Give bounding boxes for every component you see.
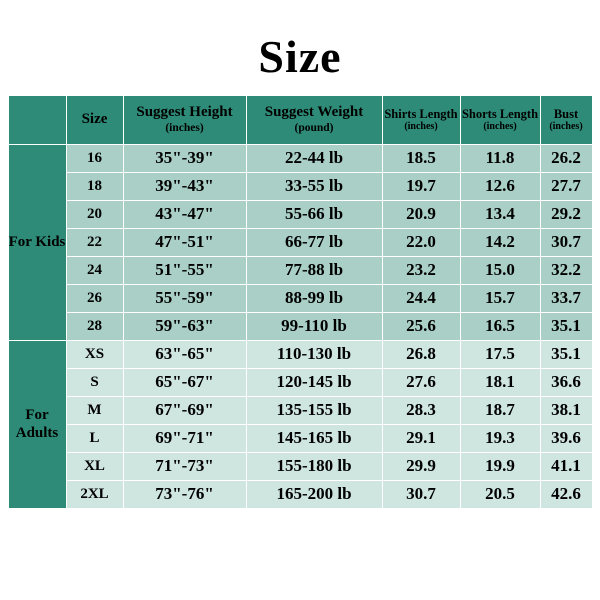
cell-size: 20: [66, 200, 123, 228]
cell-bust: 29.2: [540, 200, 592, 228]
cell-size: 2XL: [66, 480, 123, 508]
table-row: [8, 480, 592, 508]
cell-bust: 39.6: [540, 424, 592, 452]
cell-shirt-length: 30.7: [382, 480, 460, 508]
cell-shirt-length: 24.4: [382, 284, 460, 312]
cell-shirt-length: 22.0: [382, 228, 460, 256]
table-row: [8, 452, 592, 480]
table-row: [8, 312, 592, 340]
cell-shorts-length: 15.7: [460, 284, 540, 312]
cell-shirt-length: 18.5: [382, 144, 460, 172]
cell-size: 26: [66, 284, 123, 312]
cell-height: 35"-39": [123, 144, 246, 172]
header-sub-4: (inches): [404, 121, 438, 133]
page-title: Size: [258, 31, 342, 82]
cell-size: 18: [66, 172, 123, 200]
header-sub-6: (inches): [549, 121, 583, 133]
header-main-2: Suggest Height: [136, 104, 233, 121]
cell-height: 59"-63": [123, 312, 246, 340]
cell-weight: 155-180 lb: [246, 452, 382, 480]
cell-shorts-length: 11.8: [460, 144, 540, 172]
cell-weight: 66-77 lb: [246, 228, 382, 256]
table-row: [8, 172, 592, 200]
cell-shirt-length: 27.6: [382, 368, 460, 396]
header-cell-suggest-weight: [246, 95, 382, 144]
cell-weight: 22-44 lb: [246, 144, 382, 172]
cell-weight: 165-200 lb: [246, 480, 382, 508]
table-row: [8, 228, 592, 256]
cell-size: M: [66, 396, 123, 424]
cell-weight: 88-99 lb: [246, 284, 382, 312]
cell-shirt-length: 23.2: [382, 256, 460, 284]
table-row: [8, 368, 592, 396]
group-label-kids: For Kids: [8, 144, 66, 340]
cell-bust: 41.1: [540, 452, 592, 480]
cell-size: 16: [66, 144, 123, 172]
cell-size: 24: [66, 256, 123, 284]
header-cell-suggest-height: [123, 95, 246, 144]
cell-shorts-length: 19.9: [460, 452, 540, 480]
table-row: [8, 340, 592, 368]
cell-weight: 55-66 lb: [246, 200, 382, 228]
cell-bust: 36.6: [540, 368, 592, 396]
cell-weight: 33-55 lb: [246, 172, 382, 200]
cell-shirt-length: 25.6: [382, 312, 460, 340]
header-main-3: Suggest Weight: [264, 104, 364, 121]
cell-shorts-length: 15.0: [460, 256, 540, 284]
cell-size: XL: [66, 452, 123, 480]
cell-size: XS: [66, 340, 123, 368]
cell-shorts-length: 12.6: [460, 172, 540, 200]
cell-shirt-length: 20.9: [382, 200, 460, 228]
cell-shorts-length: 17.5: [460, 340, 540, 368]
cell-bust: 30.7: [540, 228, 592, 256]
table-row: [8, 396, 592, 424]
cell-bust: 32.2: [540, 256, 592, 284]
table-row: [8, 200, 592, 228]
cell-shorts-length: 20.5: [460, 480, 540, 508]
cell-weight: 145-165 lb: [246, 424, 382, 452]
cell-height: 47"-51": [123, 228, 246, 256]
cell-size: 28: [66, 312, 123, 340]
cell-size: S: [66, 368, 123, 396]
cell-height: 63"-65": [123, 340, 246, 368]
cell-shirt-length: 29.9: [382, 452, 460, 480]
table-row: [8, 144, 592, 172]
cell-weight: 135-155 lb: [246, 396, 382, 424]
cell-height: 43"-47": [123, 200, 246, 228]
cell-height: 67"-69": [123, 396, 246, 424]
header-main-4: Shirts Length: [384, 106, 458, 121]
table-header-row: [8, 95, 592, 144]
cell-shorts-length: 18.7: [460, 396, 540, 424]
cell-weight: 110-130 lb: [246, 340, 382, 368]
header-cell-shirts-length: [382, 95, 460, 144]
cell-shirt-length: 29.1: [382, 424, 460, 452]
header-sub-3: (pound): [294, 121, 334, 134]
header-main-1: Size: [81, 110, 108, 127]
cell-bust: 42.6: [540, 480, 592, 508]
cell-size: L: [66, 424, 123, 452]
group-label-adults: For Adults: [8, 340, 66, 508]
cell-bust: 33.7: [540, 284, 592, 312]
cell-height: 69"-71": [123, 424, 246, 452]
cell-bust: 27.7: [540, 172, 592, 200]
cell-shirt-length: 26.8: [382, 340, 460, 368]
cell-height: 73"-76": [123, 480, 246, 508]
cell-bust: 38.1: [540, 396, 592, 424]
cell-shirt-length: 19.7: [382, 172, 460, 200]
header-sub-5: (inches): [483, 121, 517, 133]
cell-height: 55"-59": [123, 284, 246, 312]
cell-height: 51"-55": [123, 256, 246, 284]
header-cell-bust: [540, 95, 592, 144]
table-row: [8, 424, 592, 452]
size-chart-table: [8, 95, 593, 509]
cell-shorts-length: 16.5: [460, 312, 540, 340]
table-row: [8, 284, 592, 312]
cell-weight: 99-110 lb: [246, 312, 382, 340]
header-main-5: Shorts Length: [461, 106, 539, 121]
cell-height: 71"-73": [123, 452, 246, 480]
cell-bust: 35.1: [540, 312, 592, 340]
cell-shorts-length: 13.4: [460, 200, 540, 228]
table-row: [8, 256, 592, 284]
header-main-6: Bust: [553, 106, 579, 121]
cell-shorts-length: 18.1: [460, 368, 540, 396]
cell-weight: 120-145 lb: [246, 368, 382, 396]
header-cell-group: [8, 95, 66, 144]
cell-height: 39"-43": [123, 172, 246, 200]
header-cell-shorts-length: [460, 95, 540, 144]
cell-weight: 77-88 lb: [246, 256, 382, 284]
header-cell-size: [66, 95, 123, 144]
cell-bust: 26.2: [540, 144, 592, 172]
cell-size: 22: [66, 228, 123, 256]
cell-shorts-length: 19.3: [460, 424, 540, 452]
cell-shorts-length: 14.2: [460, 228, 540, 256]
header-sub-2: (inches): [165, 121, 204, 134]
cell-bust: 35.1: [540, 340, 592, 368]
cell-shirt-length: 28.3: [382, 396, 460, 424]
cell-height: 65"-67": [123, 368, 246, 396]
